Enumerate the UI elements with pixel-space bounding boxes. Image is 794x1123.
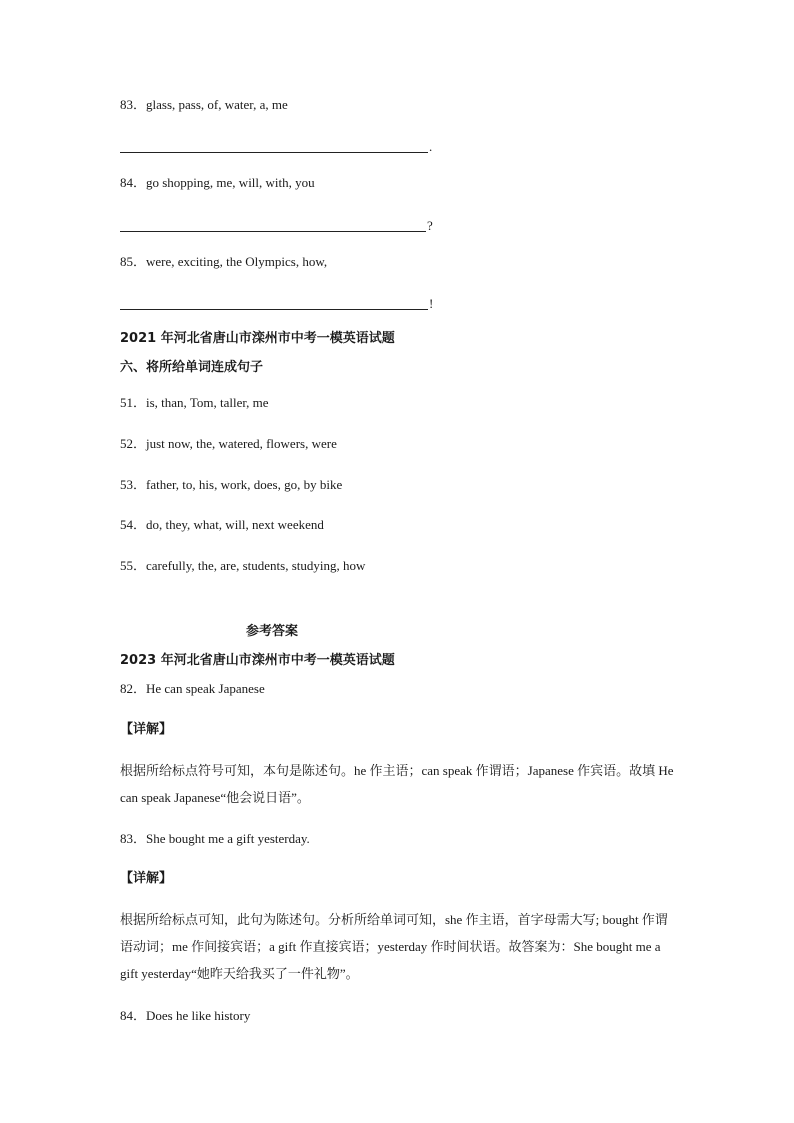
answers-heading: 参考答案 <box>246 624 299 639</box>
exercise-84-answer-line[interactable] <box>120 216 433 232</box>
end-punctuation: . <box>429 139 433 154</box>
exercise-53: 53．father, to, his, work, does, go, by bike <box>120 477 343 492</box>
exercise-54: 54．do, they, what, will, next weekend <box>120 517 324 532</box>
section-2021-title: 2021 年河北省唐山市滦州市中考一模英语试题 <box>120 331 395 346</box>
end-punctuation: ? <box>427 218 433 233</box>
exercise-51: 51．is, than, Tom, taller, me <box>120 395 269 410</box>
answer-84: 84．Does he like history <box>120 1008 251 1023</box>
answer-83: 83．She bought me a gift yesterday. <box>120 831 310 846</box>
end-punctuation: ! <box>429 296 434 311</box>
exercise-55: 55．carefully, the, are, students, studying, how <box>120 558 366 573</box>
answer-underline <box>120 152 428 153</box>
section-2021-subtitle: 六、将所给单词连成句子 <box>120 360 264 375</box>
exercise-85-prompt: 85．were, exciting, the Olympics, how, <box>120 254 328 269</box>
answer-83-detail: 根据所给标点可知，此句为陈述句。分析所给单词可知，she 作主语，首字母需大写; bought 作谓语动词；me 作间接宾语；a gift 作直接宾语；yesterday 作时间状语。故答案为：She bought me a gift yesterday“她昨天给我买了一件礼物”。 <box>120 912 668 981</box>
exercise-84-prompt: 84．go shopping, me, will, with, you <box>120 175 315 190</box>
answer-82: 82．He can speak Japanese <box>120 681 265 696</box>
exercise-52: 52．just now, the, watered, flowers, were <box>120 436 337 451</box>
answer-82-detail-label: 【详解】 <box>120 722 173 737</box>
answers-section-title: 2023 年河北省唐山市滦州市中考一模英语试题 <box>120 653 395 668</box>
answer-83-detail-label: 【详解】 <box>120 871 173 886</box>
exercise-85-answer-line[interactable] <box>120 294 433 310</box>
answer-82-detail: 根据所给标点符号可知，本句是陈述句。he 作主语；can speak 作谓语；Japanese 作宾语。故填 He can speak Japanese“他会说日语”。 <box>120 763 674 805</box>
exercise-83-answer-line[interactable] <box>120 137 432 153</box>
exercise-83-prompt: 83．glass, pass, of, water, a, me <box>120 97 288 112</box>
answer-underline <box>120 231 426 232</box>
answer-underline <box>120 309 428 310</box>
